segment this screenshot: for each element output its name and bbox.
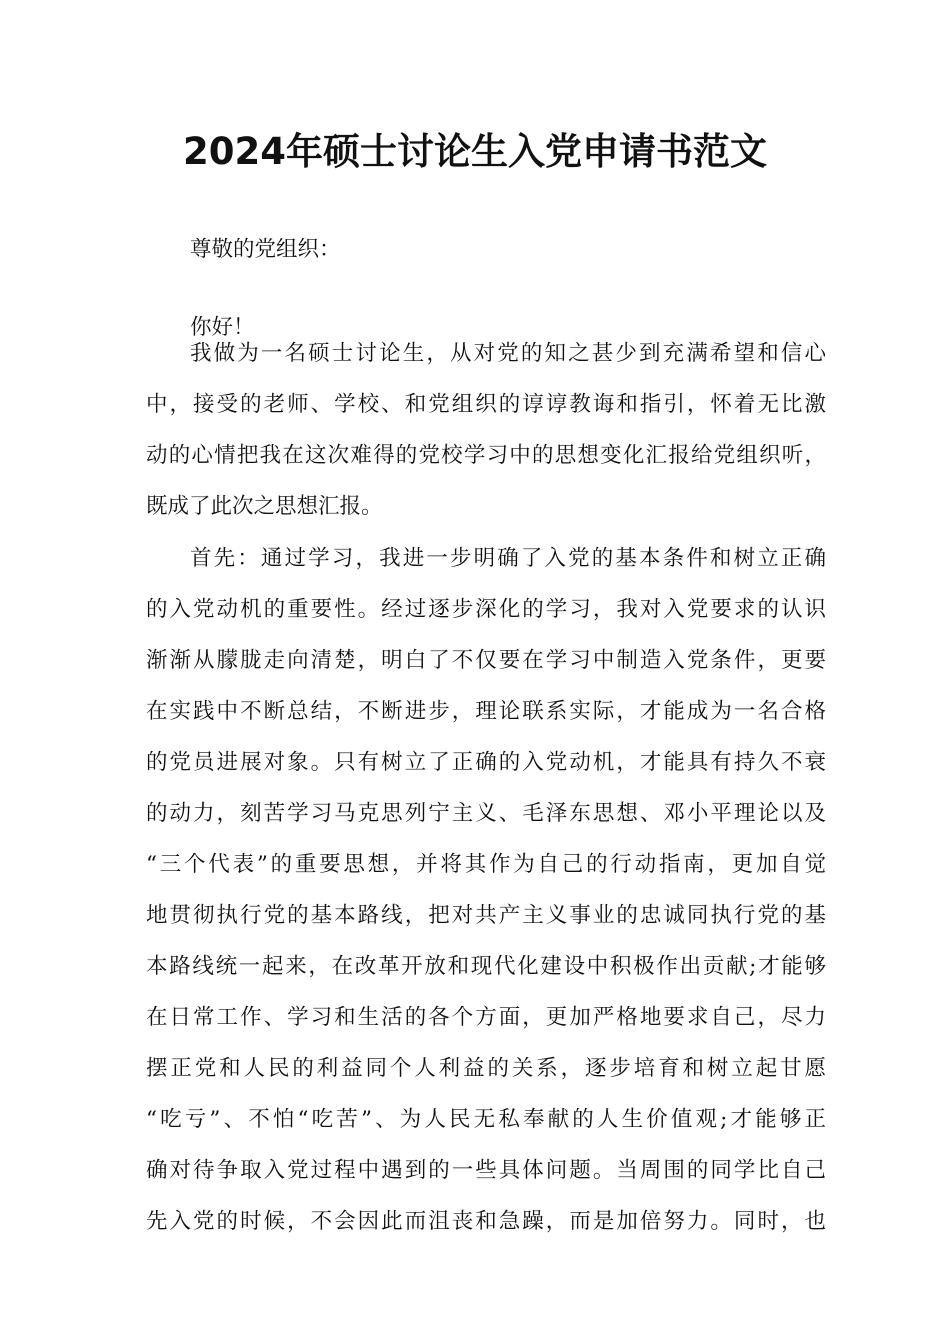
document-title: 2024年硕士讨论生入党申请书范文 — [183, 130, 767, 173]
paragraph-2-line-12: “吃亏”、不怕“吃苦”、为人民无私奉献的人生价值观;才能够正 — [146, 1107, 826, 1132]
paragraph-2-line-3: 渐渐从朦胧走向清楚，明白了不仅要在学习中制造入党条件，更要 — [146, 648, 826, 673]
paragraph-2-line-10: 在日常工作、学习和生活的各个方面，更加严格地要求自己，尽力 — [146, 1005, 826, 1030]
paragraph-1-line-1: 我做为一名硕士讨论生，从对党的知之甚少到充满希望和信心 — [190, 341, 826, 366]
paragraph-2-line-7: “三个代表”的重要思想，并将其作为自己的行动指南，更加自觉 — [146, 852, 826, 877]
paragraph-1-line-3: 动的心情把我在这次难得的党校学习中的思想变化汇报给党组织听， — [146, 443, 826, 468]
paragraph-2-line-13: 确对待争取入党过程中遇到的一些具体问题。当周围的同学比自己 — [146, 1158, 826, 1183]
paragraph-2-line-2: 的入党动机的重要性。经过逐步深化的学习，我对入党要求的认识 — [146, 597, 826, 622]
paragraph-2-line-6: 的动力，刻苦学习马克思列宁主义、毛泽东思想、邓小平理论以及 — [146, 801, 826, 826]
paragraph-1-line-4: 既成了此次之思想汇报。 — [146, 494, 383, 519]
paragraph-2-line-5: 的党员进展对象。只有树立了正确的入党动机，才能具有持久不衰 — [146, 750, 826, 775]
paragraph-2-line-8: 地贯彻执行党的基本路线，把对共产主义事业的忠诚同执行党的基 — [146, 903, 826, 928]
paragraph-1-line-2: 中，接受的老师、学校、和党组织的谆谆教诲和指引，怀着无比激 — [146, 392, 826, 417]
salutation-line: 尊敬的党组织： — [190, 237, 341, 262]
greeting-line: 你好！ — [190, 315, 255, 340]
paragraph-2-line-14: 先入党的时候，不会因此而沮丧和急躁，而是加倍努力。同时，也 — [146, 1209, 826, 1234]
paragraph-2-line-1: 首先：通过学习，我进一步明确了入党的基本条件和树立正确 — [190, 546, 826, 571]
paragraph-2-line-9: 本路线统一起来，在改革开放和现代化建设中积极作出贡献;才能够 — [146, 954, 826, 979]
paragraph-2-line-11: 摆正党和人民的利益同个人利益的关系，逐步培育和树立起甘愿 — [146, 1056, 826, 1081]
paragraph-2-line-4: 在实践中不断总结，不断进步，理论联系实际，才能成为一名合格 — [146, 699, 826, 724]
